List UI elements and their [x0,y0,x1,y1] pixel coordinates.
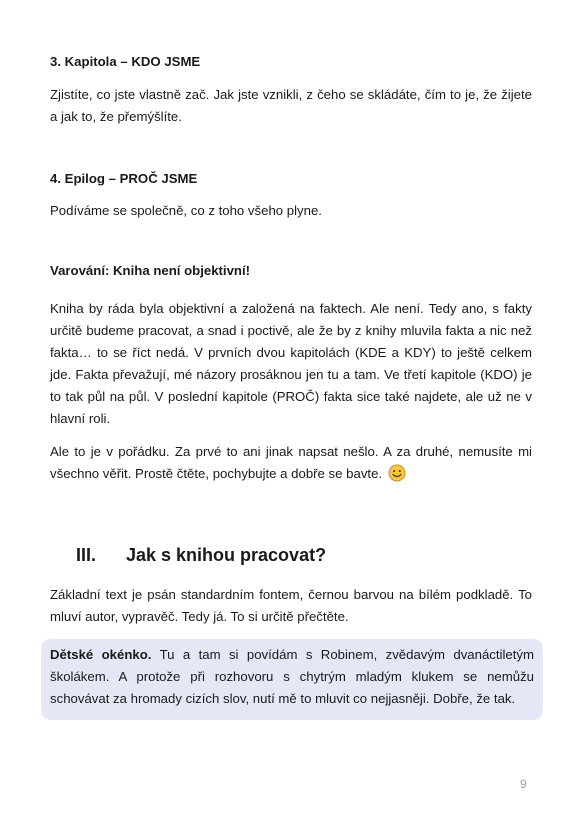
kids-box-label: Dětské okénko. [50,647,152,662]
kids-box-text [50,644,534,710]
epilog-heading: 4. Epilog – PROČ JSME [50,171,198,186]
intro-text: Základní text je psán standardním fontem, černou barvou na bílém podkladě. To mluví autor, vypravěč. Tedy já. To si určitě přečtěte. [50,587,532,624]
chapter3-text: Zjistíte, co jste vlastně zač. Jak jste vznikli, z čeho se skládáte, čím to je, že žijete a jak to, že přemýšlíte. [50,87,532,124]
section-number: III. [76,545,97,565]
warning-paragraph-2-block [50,441,532,489]
smiley-face-icon [388,464,406,489]
section-title: Jak s knihou pracovat? [126,545,327,565]
warning-paragraph-2: Ale to je v pořádku. Za prvé to ani jinak napsat nešlo. A za druhé, nemusíte mi všechno věřit. Prostě čtěte, pochybujte a dobře se bavte. [50,444,532,481]
page-number: 9 [520,777,527,791]
epilog-text: Podíváme se společně, co z toho všeho plyne. [50,203,322,218]
warning-paragraph-1: Kniha by ráda byla objektivní a založená na faktech. Ale není. Tedy ano, s fakty určitě budeme pracovat, a snad i poctivě, ale že by z knihy mluvila fakta a nic než fakta… to se říct nedá. V prvních dvou kapitolách (KDE a KDY) to ještě celkem jde. Fakta převažují, mé názory prosáknou jen tu a tam. Ve třetí kapitole (KDO) je to tak půl na půl. V poslední kapitole (PROČ) fakta sice také najdete, ale už ne v hlavní roli. [50,301,532,426]
warning-heading: Varování: Kniha není objektivní! [50,263,251,278]
chapter3-heading: 3. Kapitola – KDO JSME [50,54,201,69]
section-heading [76,543,326,567]
kids-box-body: Tu a tam si povídám s Robinem, zvědavým dvanáctiletým školákem. A protože při rozhovoru s chytrým mladým klukem se nemůžu schovávat za hromady cizích slov, nutí mě to mluvit co nejjasněji. Dobře, že tak. [50,647,534,706]
